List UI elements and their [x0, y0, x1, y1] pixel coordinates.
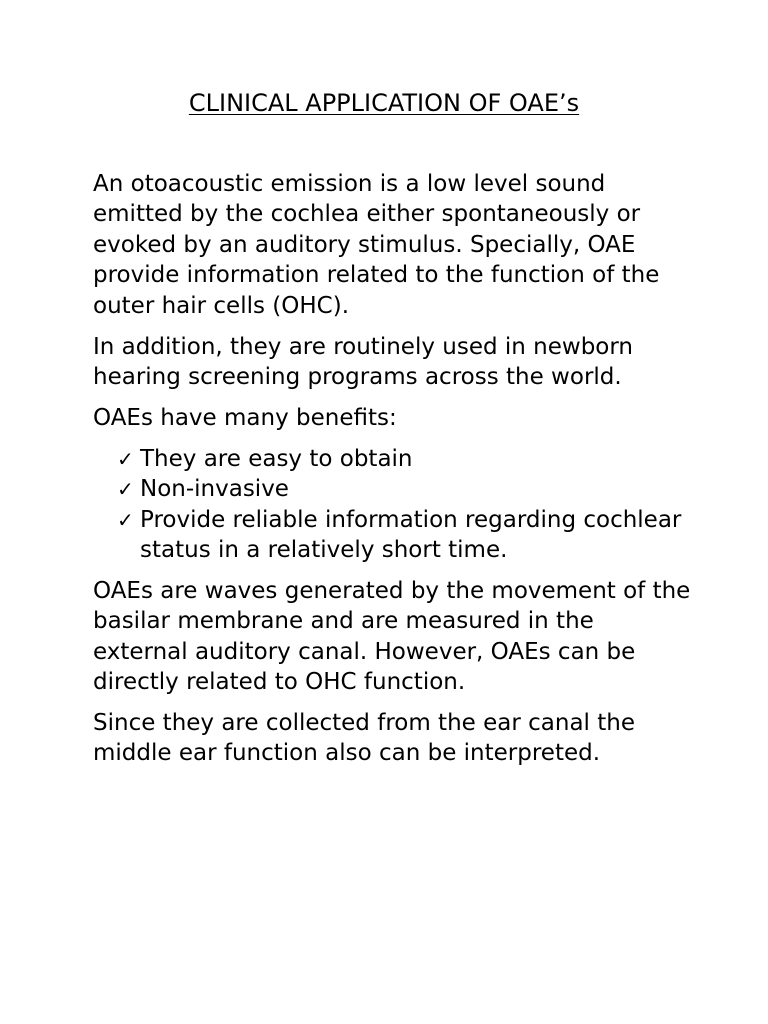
checkmark-icon: ✓ — [117, 507, 134, 532]
checkmark-icon: ✓ — [117, 477, 134, 502]
ear-canal-paragraph: Since they are collected from the ear canal the middle ear function also can be interpreted. — [93, 710, 635, 767]
benefits-intro-paragraph: OAEs have many benefits: — [93, 404, 397, 431]
document-title-text: CLINICAL APPLICATION OF OAE’s — [188, 89, 580, 117]
benefit-text: Provide reliable information regarding cochlear status in a relatively short time. — [140, 506, 682, 563]
benefit-text: They are easy to obtain — [140, 445, 413, 472]
checkmark-icon: ✓ — [117, 446, 134, 471]
intro-paragraph: An otoacoustic emission is a low level sound emitted by the cochlea either spontaneously or evoked by an auditory stimulus. Specially, OAE provide information related to the function of the outer hair cells (OHC). — [93, 171, 660, 319]
benefit-text: Non-invasive — [140, 476, 289, 503]
waves-paragraph: OAEs are waves generated by the movement of the basilar membrane and are measured in the external auditory canal. However, OAEs can be directly related to OHC function. — [93, 577, 691, 696]
list-item — [117, 444, 693, 474]
document-body — [93, 169, 693, 779]
benefits-list — [93, 444, 693, 566]
list-item — [117, 474, 693, 504]
list-item — [117, 505, 693, 566]
document-title — [0, 88, 768, 118]
screening-paragraph: In addition, they are routinely used in newborn hearing screening programs across the world. — [93, 333, 633, 390]
